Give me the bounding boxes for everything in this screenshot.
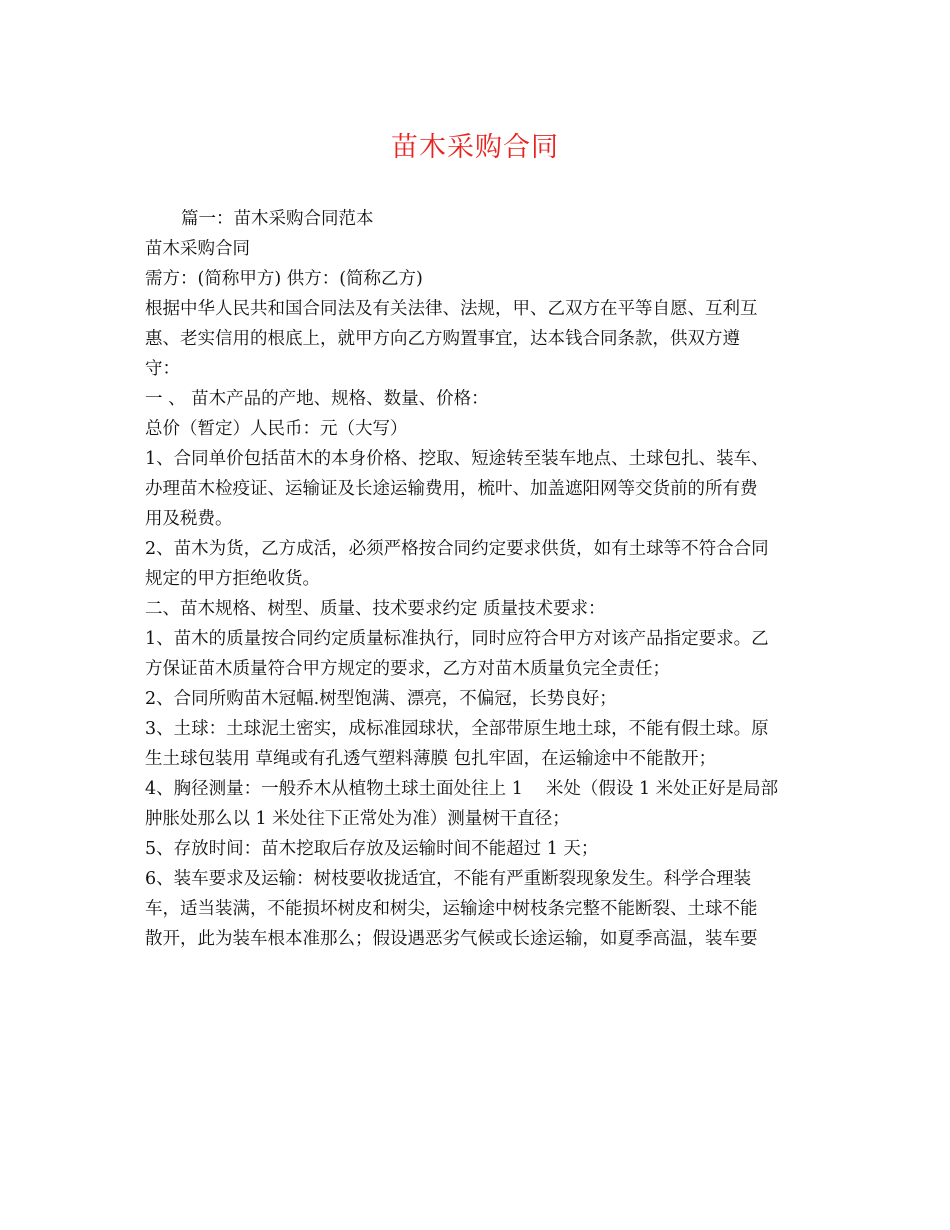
clause-paragraph: 1、苗木的质量按合同约定质量标准执行，同时应符合甲方对该产品指定要求。乙 方保证苗木质量符合甲方规定的要求，乙方对苗木质量负完全责任； [145,629,769,679]
clause-two-heading: 二、苗木规格、树型、质量、技术要求约定 质量技术要求： [145,599,606,619]
contract-name: 苗木采购合同 [145,239,250,259]
preamble-paragraph: 根据中华人民共和国合同法及有关法律、法规，甲、乙双方在平等自愿、互利互 惠、老实信用的根底上，就甲方向乙方购置事宜，达本钱合同条款，供双方遵 守： [145,299,758,379]
clause-paragraph: 6、装车要求及运输：树枝要收拢适宜，不能有严重断裂现象发生。科学合理装 车，适当装满，不能损坏树皮和树尖，运输途中树枝条完整不能断裂、土球不能 散开，此为装车根本准那么；假设遇恶劣气候或长途运输，如夏季高温，装车要 [145,869,758,949]
clause-paragraph: 1、合同单价包括苗木的本身价格、挖取、短途转至装车地点、土球包扎、装车、 办理苗木检疫证、运输证及长途运输费用，梳叶、加盖遮阳网等交货前的所有费 用及税费。 [145,449,769,529]
clause-paragraph: 4、胸径测量：一般乔木从植物土球土面处往上 1 米处（假设 1 米处正好是局部 肿胀处那么以 1 米处往下正常处为准）测量树干直径； [145,779,779,829]
clause-paragraph: 3、土球：土球泥土密实，成标准园球状，全部带原生地土球，不能有假土球。原 生土球包装用 草绳或有孔透气塑料薄膜 包扎牢固，在运输途中不能散开； [145,719,769,769]
document-body [145,204,809,954]
clause-paragraph: 5、存放时间：苗木挖取后存放及运输时间不能超过 1 天； [145,839,599,859]
clause-one-heading: 一 、 苗木产品的产地、规格、数量、价格： [145,389,489,409]
clause-paragraph: 2、苗木为货，乙方成活，必须严格按合同约定要求供货，如有土球等不符合合同 规定的甲方拒绝收货。 [145,539,769,589]
clause-paragraph: 2、合同所购苗木冠幅.树型饱满、漂亮，不偏冠，长势良好； [145,689,617,709]
total-price-line: 总价（暂定）人民币：元（大写） [145,419,408,439]
document-title: 苗木采购合同 [391,132,559,163]
section-heading: 篇一：苗木采购合同范本 [181,209,374,229]
parties-line: 需方：(简称甲方) 供方：(简称乙方) [145,269,423,289]
